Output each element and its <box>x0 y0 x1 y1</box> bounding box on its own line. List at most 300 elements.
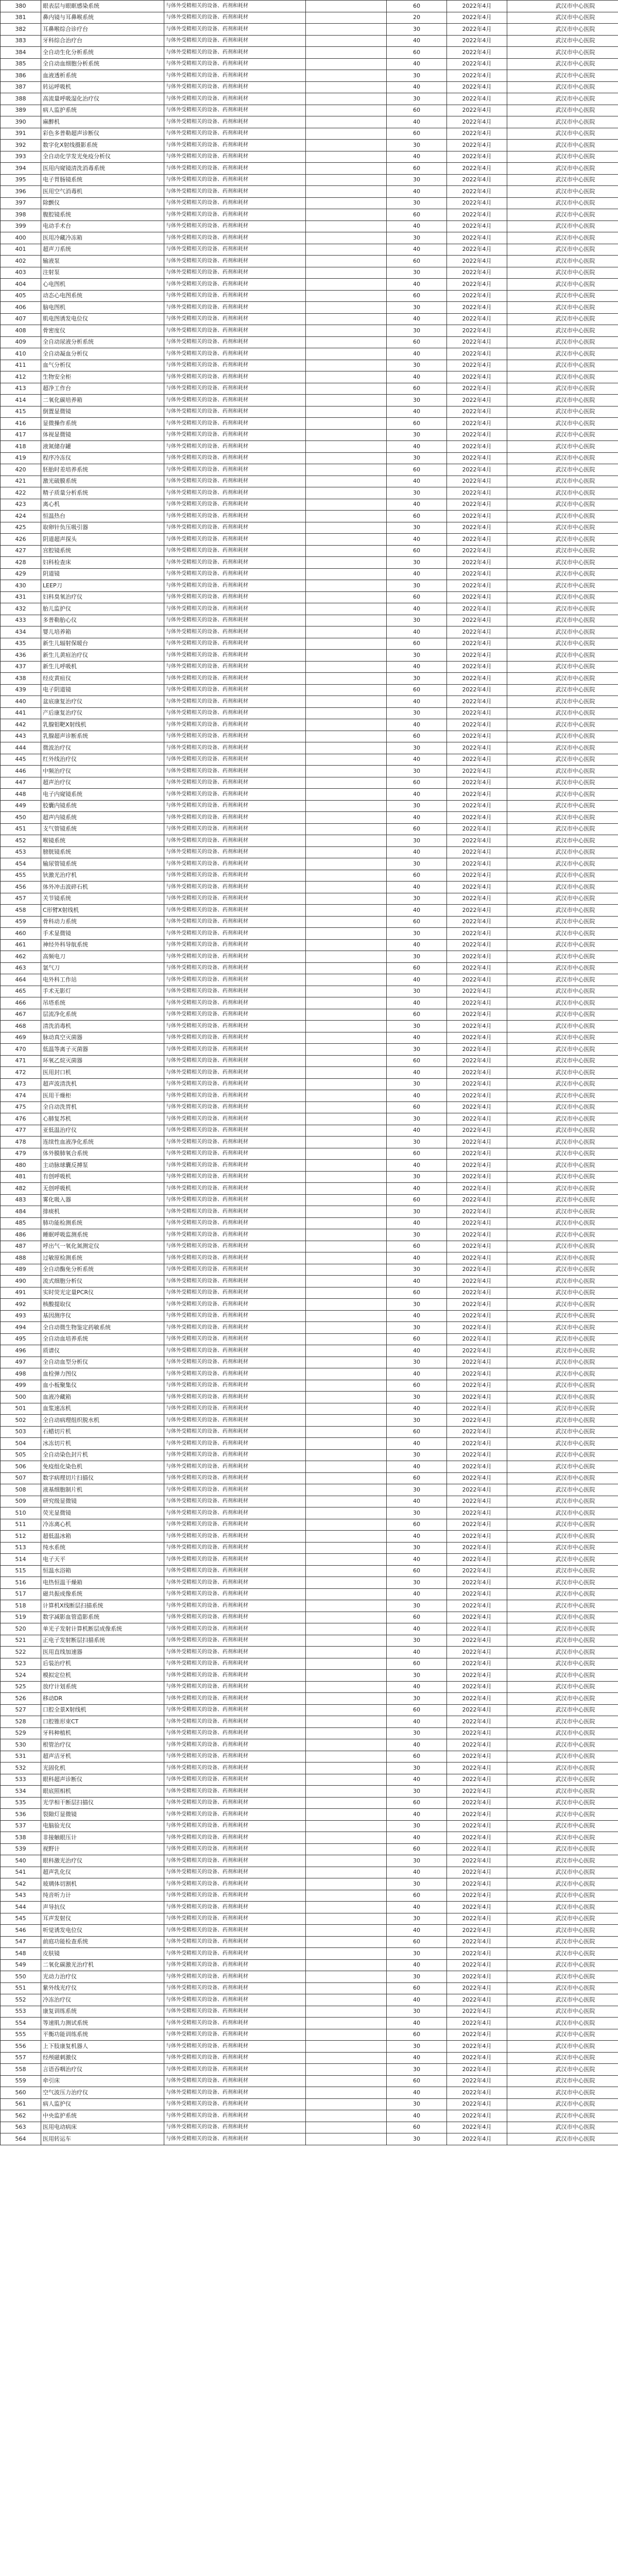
device-name: 计算机X线断层扫描系统 <box>41 1600 164 1612</box>
device-description: 与体外受精相关的设备、药剂和耗材 <box>164 1681 306 1693</box>
date: 2022年4月 <box>447 638 507 650</box>
table-row <box>1 1716 618 1728</box>
spacer-cell <box>306 12 387 24</box>
quantity: 40 <box>387 789 447 801</box>
table-row <box>1 534 618 546</box>
table-row <box>1 1113 618 1125</box>
hospital: 武汉市中心医院 <box>507 24 618 36</box>
row-index: 512 <box>1 1531 41 1543</box>
hospital: 武汉市中心医院 <box>507 1229 618 1241</box>
date: 2022年4月 <box>447 1183 507 1195</box>
device-description: 与体外受精相关的设备、药剂和耗材 <box>164 1959 306 1971</box>
device-description: 与体外受精相关的设备、药剂和耗材 <box>164 846 306 858</box>
spacer-cell <box>306 1357 387 1368</box>
quantity: 60 <box>387 1009 447 1021</box>
device-description: 与体外受精相关的设备、药剂和耗材 <box>164 1727 306 1739</box>
row-index: 452 <box>1 835 41 847</box>
device-name: 腹腔镜系统 <box>41 209 164 221</box>
hospital: 武汉市中心医院 <box>507 522 618 534</box>
date: 2022年4月 <box>447 116 507 128</box>
date: 2022年4月 <box>447 1194 507 1206</box>
device-description: 与体外受精相关的设备、药剂和耗材 <box>164 360 306 371</box>
device-description: 与体外受精相关的设备、药剂和耗材 <box>164 151 306 163</box>
quantity: 60 <box>387 1704 447 1716</box>
hospital: 武汉市中心医院 <box>507 232 618 244</box>
device-description: 与体外受精相关的设备、药剂和耗材 <box>164 1542 306 1554</box>
device-name: 超声刀系统 <box>41 244 164 256</box>
row-index: 437 <box>1 661 41 673</box>
table-row <box>1 2075 618 2087</box>
hospital: 武汉市中心医院 <box>507 823 618 835</box>
device-description: 与体外受精相关的设备、药剂和耗材 <box>164 1032 306 1044</box>
row-index: 555 <box>1 2029 41 2041</box>
quantity: 40 <box>387 846 447 858</box>
quantity: 30 <box>387 1762 447 1774</box>
hospital: 武汉市中心医院 <box>507 1542 618 1554</box>
row-index: 405 <box>1 290 41 302</box>
row-index: 399 <box>1 221 41 232</box>
device-description: 与体外受精相关的设备、药剂和耗材 <box>164 754 306 766</box>
device-name: 单光子发射计算机断层成像系统 <box>41 1623 164 1635</box>
row-index: 517 <box>1 1588 41 1600</box>
table-row <box>1 256 618 267</box>
date: 2022年4月 <box>447 1519 507 1531</box>
spacer-cell <box>306 2122 387 2133</box>
hospital: 武汉市中心医院 <box>507 1125 618 1137</box>
device-name: 精子质量分析系统 <box>41 487 164 499</box>
device-name: 输尿管镜系统 <box>41 858 164 870</box>
quantity: 40 <box>387 626 447 638</box>
row-index: 522 <box>1 1647 41 1658</box>
row-index: 488 <box>1 1252 41 1264</box>
device-name: 生物安全柜 <box>41 371 164 383</box>
date: 2022年4月 <box>447 418 507 430</box>
date: 2022年4月 <box>447 905 507 917</box>
spacer-cell <box>306 2133 387 2145</box>
date: 2022年4月 <box>447 1531 507 1543</box>
device-name: 血液透析系统 <box>41 70 164 82</box>
quantity: 40 <box>387 719 447 731</box>
row-index: 453 <box>1 846 41 858</box>
device-description: 与体外受精相关的设备、药剂和耗材 <box>164 2064 306 2076</box>
hospital: 武汉市中心医院 <box>507 1971 618 1983</box>
spacer-cell <box>306 1670 387 1682</box>
table-row <box>1 742 618 754</box>
table-row <box>1 174 618 186</box>
date: 2022年4月 <box>447 197 507 209</box>
quantity: 30 <box>387 1299 447 1311</box>
table-row <box>1 626 618 638</box>
quantity: 40 <box>387 1183 447 1195</box>
spacer-cell <box>306 163 387 175</box>
row-index: 510 <box>1 1507 41 1519</box>
hospital: 武汉市中心医院 <box>507 1357 618 1368</box>
device-name: 医用直线加速器 <box>41 1647 164 1658</box>
date: 2022年4月 <box>447 1252 507 1264</box>
spacer-cell <box>306 1623 387 1635</box>
device-name: 医用冷藏冷冻箱 <box>41 232 164 244</box>
quantity: 40 <box>387 221 447 232</box>
quantity: 20 <box>387 12 447 24</box>
table-row <box>1 105 618 116</box>
quantity: 60 <box>387 511 447 522</box>
device-name: 全自动酶免分析系统 <box>41 1264 164 1276</box>
device-description: 与体外受精相关的设备、药剂和耗材 <box>164 383 306 395</box>
table-row <box>1 1681 618 1693</box>
quantity: 30 <box>387 487 447 499</box>
row-index: 491 <box>1 1287 41 1299</box>
device-description: 与体外受精相关的设备、药剂和耗材 <box>164 1438 306 1450</box>
device-description: 与体外受精相关的设备、药剂和耗材 <box>164 1078 306 1090</box>
device-description: 与体外受精相关的设备、药剂和耗材 <box>164 1739 306 1751</box>
hospital: 武汉市中心医院 <box>507 1658 618 1670</box>
date: 2022年4月 <box>447 986 507 997</box>
row-index: 519 <box>1 1612 41 1623</box>
date: 2022年4月 <box>447 2133 507 2145</box>
device-name: 石蜡切片机 <box>41 1426 164 1438</box>
hospital: 武汉市中心医院 <box>507 1936 618 1948</box>
row-index: 534 <box>1 1786 41 1798</box>
row-index: 441 <box>1 707 41 719</box>
date: 2022年4月 <box>447 1403 507 1415</box>
date: 2022年4月 <box>447 661 507 673</box>
device-name: 无创呼吸机 <box>41 1183 164 1195</box>
spacer-cell <box>306 684 387 696</box>
quantity: 30 <box>387 1878 447 1890</box>
device-name: 鼻内镜与耳鼻喉系统 <box>41 12 164 24</box>
date: 2022年4月 <box>447 742 507 754</box>
hospital: 武汉市中心医院 <box>507 591 618 603</box>
spacer-cell <box>306 707 387 719</box>
date: 2022年4月 <box>447 1925 507 1937</box>
device-name: 液氮储存罐 <box>41 441 164 453</box>
date: 2022年4月 <box>447 1496 507 1507</box>
table-row <box>1 429 618 441</box>
device-name: 血液冷藏箱 <box>41 1392 164 1403</box>
quantity: 40 <box>387 2087 447 2099</box>
date: 2022年4月 <box>447 1276 507 1287</box>
quantity: 30 <box>387 893 447 905</box>
hospital: 武汉市中心医院 <box>507 1101 618 1113</box>
device-description: 与体外受精相关的设备、药剂和耗材 <box>164 928 306 940</box>
date: 2022年4月 <box>447 962 507 974</box>
date: 2022年4月 <box>447 1797 507 1809</box>
hospital: 武汉市中心医院 <box>507 766 618 777</box>
date: 2022年4月 <box>447 1472 507 1484</box>
hospital: 武汉市中心医院 <box>507 1183 618 1195</box>
quantity: 40 <box>387 441 447 453</box>
hospital: 武汉市中心医院 <box>507 777 618 789</box>
device-name: 新生儿辐射保暖台 <box>41 638 164 650</box>
device-name: 超声治疗仪 <box>41 777 164 789</box>
device-name: 后装治疗机 <box>41 1658 164 1670</box>
device-description: 与体外受精相关的设备、药剂和耗材 <box>164 731 306 742</box>
spacer-cell <box>306 1415 387 1427</box>
spacer-cell <box>306 951 387 963</box>
device-description: 与体外受精相关的设备、药剂和耗材 <box>164 371 306 383</box>
date: 2022年4月 <box>447 1137 507 1148</box>
device-description: 与体外受精相关的设备、药剂和耗材 <box>164 1021 306 1032</box>
row-index: 530 <box>1 1739 41 1751</box>
device-description: 与体外受精相关的设备、药剂和耗材 <box>164 1055 306 1067</box>
hospital: 武汉市中心医院 <box>507 1647 618 1658</box>
device-name: 电热恒温干燥箱 <box>41 1577 164 1589</box>
date: 2022年4月 <box>447 70 507 82</box>
date: 2022年4月 <box>447 1 507 12</box>
row-index: 386 <box>1 70 41 82</box>
row-index: 508 <box>1 1484 41 1496</box>
table-row <box>1 302 618 314</box>
spacer-cell <box>306 1171 387 1183</box>
spacer-cell <box>306 638 387 650</box>
date: 2022年4月 <box>447 997 507 1009</box>
device-name: 全自动尿液分析系统 <box>41 336 164 348</box>
hospital: 武汉市中心医院 <box>507 1855 618 1867</box>
spacer-cell <box>306 1310 387 1322</box>
quantity: 30 <box>387 2133 447 2145</box>
row-index: 438 <box>1 673 41 685</box>
hospital: 武汉市中心医院 <box>507 429 618 441</box>
date: 2022年4月 <box>447 1392 507 1403</box>
spacer-cell <box>306 1206 387 1218</box>
spacer-cell <box>306 1902 387 1913</box>
spacer-cell <box>306 522 387 534</box>
device-description: 与体外受精相关的设备、药剂和耗材 <box>164 1797 306 1809</box>
hospital: 武汉市中心医院 <box>507 1160 618 1172</box>
row-index: 387 <box>1 81 41 93</box>
date: 2022年4月 <box>447 452 507 464</box>
row-index: 551 <box>1 1982 41 1994</box>
device-name: 乳腺钼靶X射线机 <box>41 719 164 731</box>
quantity: 30 <box>387 580 447 592</box>
spacer-cell <box>306 256 387 267</box>
spacer-cell <box>306 1820 387 1832</box>
device-name: 放疗计划系统 <box>41 1681 164 1693</box>
row-index: 515 <box>1 1565 41 1577</box>
row-index: 487 <box>1 1241 41 1252</box>
device-name: 连续性血液净化系统 <box>41 1137 164 1148</box>
device-name: 胎儿监护仪 <box>41 603 164 615</box>
quantity: 40 <box>387 603 447 615</box>
quantity: 60 <box>387 1287 447 1299</box>
spacer-cell <box>306 1565 387 1577</box>
hospital: 武汉市中心医院 <box>507 348 618 360</box>
date: 2022年4月 <box>447 58 507 70</box>
row-index: 434 <box>1 626 41 638</box>
hospital: 武汉市中心医院 <box>507 441 618 453</box>
spacer-cell <box>306 1936 387 1948</box>
date: 2022年4月 <box>447 1113 507 1125</box>
quantity: 40 <box>387 1345 447 1357</box>
table-row <box>1 93 618 105</box>
date: 2022年4月 <box>447 1044 507 1056</box>
date: 2022年4月 <box>447 1032 507 1044</box>
device-description: 与体外受精相关的设备、药剂和耗材 <box>164 2098 306 2110</box>
table-row <box>1 870 618 882</box>
quantity: 40 <box>387 81 447 93</box>
spacer-cell <box>306 1055 387 1067</box>
device-description: 与体外受精相关的设备、药剂和耗材 <box>164 487 306 499</box>
device-name: 二氧化碳培养箱 <box>41 395 164 406</box>
row-index: 542 <box>1 1878 41 1890</box>
table-row <box>1 1403 618 1415</box>
hospital: 武汉市中心医院 <box>507 1507 618 1519</box>
quantity: 40 <box>387 882 447 893</box>
device-name: 骨密度仪 <box>41 325 164 337</box>
device-name: 妇科检查床 <box>41 557 164 569</box>
date: 2022年4月 <box>447 1357 507 1368</box>
date: 2022年4月 <box>447 1299 507 1311</box>
device-name: 眼科超声诊断仪 <box>41 1774 164 1786</box>
device-name: 口腔全景X射线机 <box>41 1704 164 1716</box>
table-row <box>1 1276 618 1287</box>
hospital: 武汉市中心医院 <box>507 1867 618 1878</box>
row-index: 538 <box>1 1832 41 1844</box>
table-row <box>1 2029 618 2041</box>
date: 2022年4月 <box>447 1658 507 1670</box>
device-name: 研究级显微镜 <box>41 1496 164 1507</box>
device-name: 乳腺超声诊断系统 <box>41 731 164 742</box>
device-description: 与体外受精相关的设备、药剂和耗材 <box>164 2006 306 2018</box>
date: 2022年4月 <box>447 1809 507 1821</box>
device-description: 与体外受精相关的设备、药剂和耗材 <box>164 1577 306 1589</box>
device-name: 脉动真空灭菌器 <box>41 1032 164 1044</box>
row-index: 462 <box>1 951 41 963</box>
row-index: 446 <box>1 766 41 777</box>
device-name: 视野计 <box>41 1843 164 1855</box>
date: 2022年4月 <box>447 1055 507 1067</box>
device-description: 与体外受精相关的设备、药剂和耗材 <box>164 1194 306 1206</box>
device-name: 裂隙灯显微镜 <box>41 1809 164 1821</box>
quantity: 30 <box>387 197 447 209</box>
device-name: 玻璃体切割机 <box>41 1878 164 1890</box>
table-row <box>1 2041 618 2053</box>
quantity: 40 <box>387 754 447 766</box>
row-index: 383 <box>1 35 41 47</box>
spacer-cell <box>306 1647 387 1658</box>
date: 2022年4月 <box>447 766 507 777</box>
hospital: 武汉市中心医院 <box>507 325 618 337</box>
hospital: 武汉市中心医院 <box>507 858 618 870</box>
spacer-cell <box>306 221 387 232</box>
device-description: 与体外受精相关的设备、药剂和耗材 <box>164 1241 306 1252</box>
table-row <box>1 1090 618 1102</box>
device-description: 与体外受精相关的设备、药剂和耗材 <box>164 522 306 534</box>
device-name: 冰冻切片机 <box>41 1438 164 1450</box>
row-index: 401 <box>1 244 41 256</box>
date: 2022年4月 <box>447 1009 507 1021</box>
date: 2022年4月 <box>447 302 507 314</box>
device-name: 电外科工作站 <box>41 974 164 986</box>
hospital: 武汉市中心医院 <box>507 256 618 267</box>
spacer-cell <box>306 1751 387 1762</box>
table-row <box>1 1670 618 1682</box>
spacer-cell <box>306 1241 387 1252</box>
table-row <box>1 348 618 360</box>
spacer-cell <box>306 1252 387 1264</box>
row-index: 458 <box>1 905 41 917</box>
spacer-cell <box>306 487 387 499</box>
date: 2022年4月 <box>447 974 507 986</box>
row-index: 523 <box>1 1658 41 1670</box>
spacer-cell <box>306 1194 387 1206</box>
date: 2022年4月 <box>447 1635 507 1647</box>
quantity: 40 <box>387 151 447 163</box>
device-name: 核酸提取仪 <box>41 1299 164 1311</box>
date: 2022年4月 <box>447 1461 507 1473</box>
device-description: 与体外受精相关的设备、药剂和耗材 <box>164 1183 306 1195</box>
date: 2022年4月 <box>447 1670 507 1682</box>
quantity: 40 <box>387 1588 447 1600</box>
date: 2022年4月 <box>447 1380 507 1392</box>
row-index: 419 <box>1 452 41 464</box>
quantity: 30 <box>387 1484 447 1496</box>
table-row <box>1 1855 618 1867</box>
table-row <box>1 360 618 371</box>
quantity: 30 <box>387 928 447 940</box>
hospital: 武汉市中心医院 <box>507 1217 618 1229</box>
quantity: 60 <box>387 1472 447 1484</box>
date: 2022年4月 <box>447 2006 507 2018</box>
table-row <box>1 476 618 487</box>
row-index: 397 <box>1 197 41 209</box>
row-index: 424 <box>1 511 41 522</box>
hospital: 武汉市中心医院 <box>507 302 618 314</box>
quantity: 60 <box>387 1380 447 1392</box>
device-description: 与体外受精相关的设备、药剂和耗材 <box>164 2087 306 2099</box>
device-description: 与体外受精相关的设备、药剂和耗材 <box>164 1206 306 1218</box>
device-description: 与体外受精相关的设备、药剂和耗材 <box>164 441 306 453</box>
quantity: 30 <box>387 1078 447 1090</box>
hospital: 武汉市中心医院 <box>507 1472 618 1484</box>
quantity: 40 <box>387 1902 447 1913</box>
spacer-cell <box>306 1507 387 1519</box>
quantity: 40 <box>387 1531 447 1543</box>
hospital: 武汉市中心医院 <box>507 1762 618 1774</box>
table-row <box>1 279 618 291</box>
spacer-cell <box>306 1693 387 1705</box>
table-row <box>1 2006 618 2018</box>
spacer-cell <box>306 290 387 302</box>
device-name: 超净工作台 <box>41 383 164 395</box>
device-name: 体视显微镜 <box>41 429 164 441</box>
device-name: 全自动血细胞分析系统 <box>41 58 164 70</box>
quantity: 30 <box>387 1113 447 1125</box>
quantity: 60 <box>387 336 447 348</box>
row-index: 421 <box>1 476 41 487</box>
hospital: 武汉市中心医院 <box>507 557 618 569</box>
device-description: 与体外受精相关的设备、药剂和耗材 <box>164 232 306 244</box>
quantity: 30 <box>387 1577 447 1589</box>
hospital: 武汉市中心医院 <box>507 1032 618 1044</box>
spacer-cell <box>306 464 387 476</box>
quantity: 30 <box>387 1449 447 1461</box>
row-index: 502 <box>1 1415 41 1427</box>
device-name: 环氧乙烷灭菌器 <box>41 1055 164 1067</box>
table-row <box>1 197 618 209</box>
quantity: 40 <box>387 1125 447 1137</box>
hospital: 武汉市中心医院 <box>507 1681 618 1693</box>
spacer-cell <box>306 1078 387 1090</box>
row-index: 506 <box>1 1461 41 1473</box>
quantity: 60 <box>387 256 447 267</box>
hospital: 武汉市中心医院 <box>507 1519 618 1531</box>
table-row <box>1 2018 618 2029</box>
device-description: 与体外受精相关的设备、药剂和耗材 <box>164 418 306 430</box>
spacer-cell <box>306 1021 387 1032</box>
device-description: 与体外受精相关的设备、药剂和耗材 <box>164 1229 306 1241</box>
device-description: 与体外受精相关的设备、药剂和耗材 <box>164 1670 306 1682</box>
